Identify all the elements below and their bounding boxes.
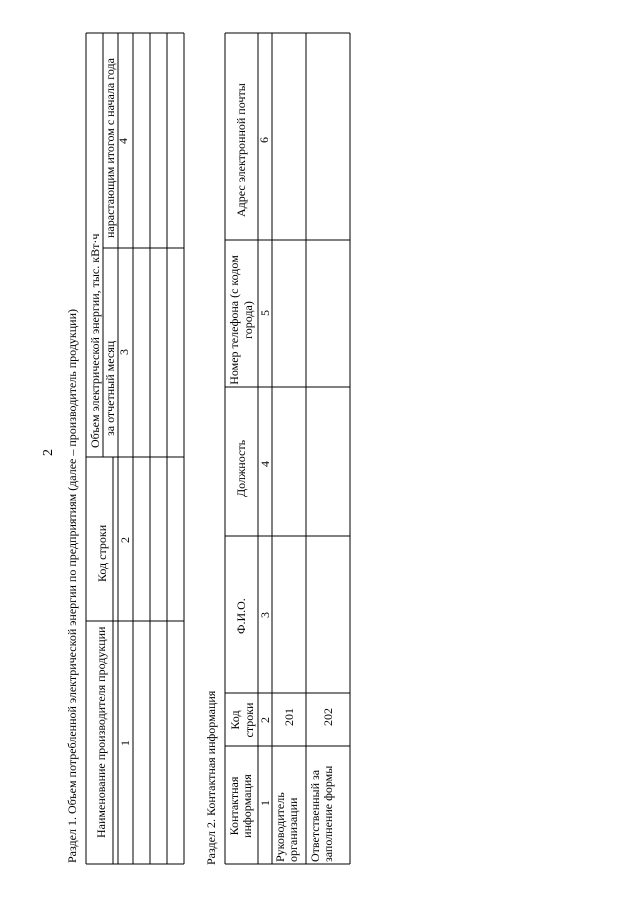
- header-contact-info: Контактная информация: [227, 774, 254, 838]
- section1-title: Раздел 1. Объем потребленной электрической энергии по предприятиям (далее – производитель продукции): [65, 308, 79, 863]
- table2-col-number: 1: [258, 800, 272, 806]
- header-ytd-total: нарастающим итогом с начала года: [103, 58, 117, 238]
- table2-col-number: 6: [257, 137, 271, 143]
- row-code-202: 202: [321, 708, 335, 726]
- header-producer-name: Наименование производителя продукции: [94, 626, 108, 838]
- table1-col-number: 2: [118, 537, 132, 543]
- header-position: Должность: [234, 439, 248, 497]
- section2-title: Раздел 2. Контактная информация: [204, 690, 218, 865]
- header-phone: Номер телефона (с кодом города): [227, 255, 255, 385]
- table2-col-number: 2: [258, 717, 272, 723]
- page-number: 2: [41, 449, 56, 456]
- table1-col-number: 3: [117, 349, 131, 355]
- table2-col-number: 4: [258, 461, 272, 467]
- header-reporting-month: за отчетный месяц: [103, 340, 117, 436]
- table2-col-number: 5: [258, 310, 272, 316]
- table1-col-number: 1: [118, 740, 132, 746]
- header-contact-code: Код строки: [228, 702, 256, 738]
- row-label-responsible: Ответственный за заполнение формы: [308, 765, 335, 862]
- header-fio: Ф.И.О.: [234, 598, 248, 634]
- row-label-head: Руководитель организации: [273, 792, 300, 862]
- header-energy-volume: Объем электрической энергии, тыс. кВт·ч: [88, 233, 102, 448]
- table2-col-number: 3: [258, 612, 272, 618]
- header-row-code: Код строки: [95, 524, 109, 582]
- header-email: Адрес электронной почты: [234, 83, 248, 217]
- table1-col-number: 4: [116, 138, 130, 144]
- row-code-201: 201: [282, 708, 296, 726]
